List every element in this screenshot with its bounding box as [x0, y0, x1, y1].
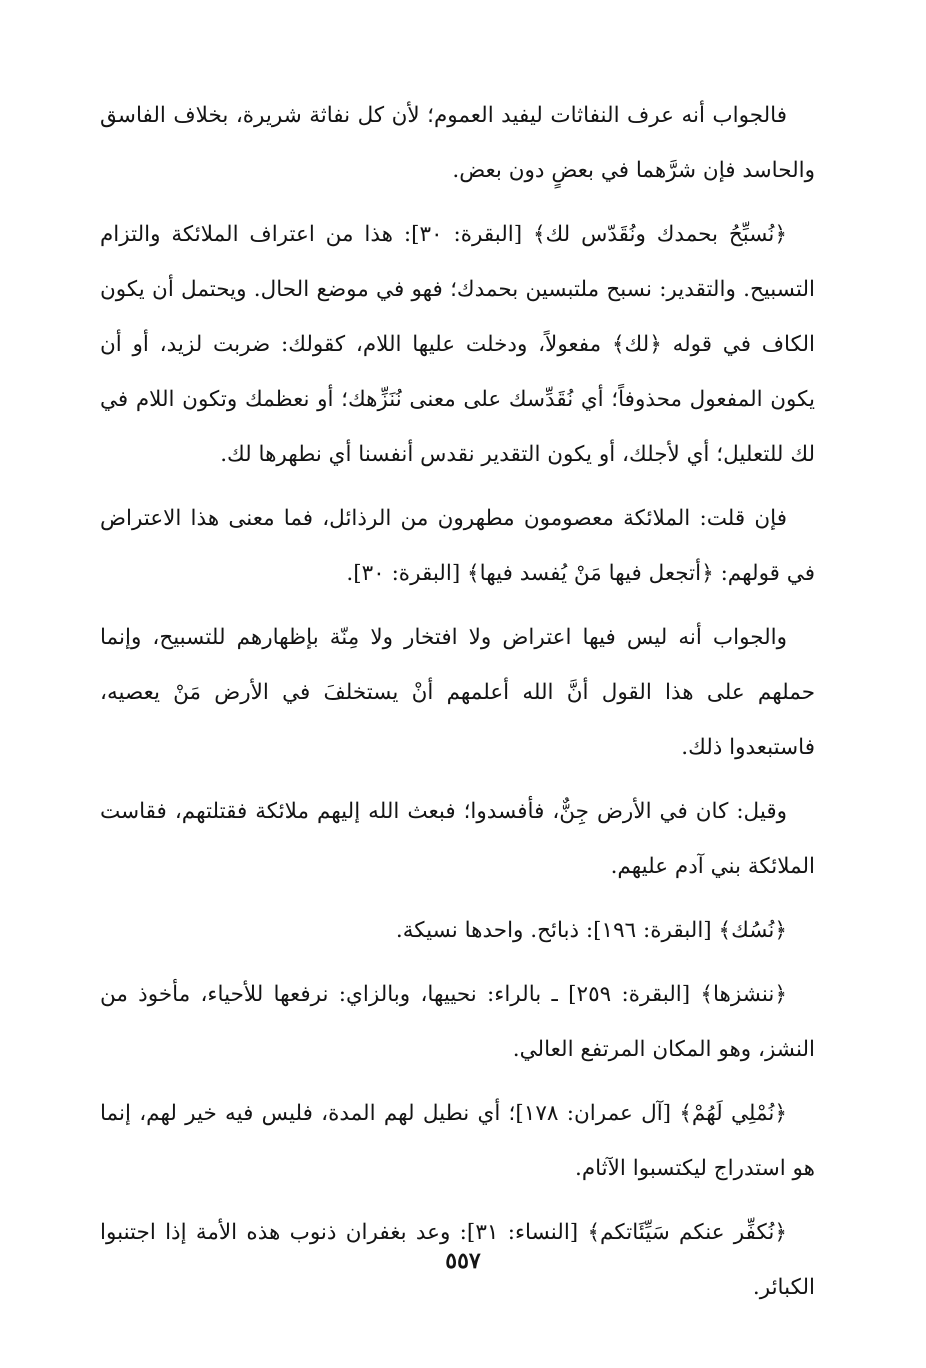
- page-number: ٥٥٧: [445, 1248, 481, 1274]
- paragraph-question-objection: فإن قلت: الملائكة معصومون مطهرون من الرذائل، فما معنى هذا الاعتراض في قولهم: ﴿أتجعل فيها مَنْ يُفسد فيها﴾ [البقرة: ٣٠].: [100, 506, 815, 586]
- paragraph-nusuk: ﴿نُسُك﴾ [البقرة: ١٩٦]: ذبائح. واحدها نسيكة.: [395, 918, 787, 943]
- paragraph-answer-naffathat: فالجواب أنه عرف النفاثات ليفيد العموم؛ لأن كل نفاثة شريرة، بخلاف الفاسق والحاسد فإن شرَّهما في بعضٍ دون بعض.: [100, 103, 815, 183]
- paragraph-numli-lahum: ﴿نُمْلِي لَهُمْ﴾ [آل عمران: ١٧٨]؛ أي نطيل لهم المدة، فليس فيه خير لهم، إنما هو استدراج ليكتسبوا الآثام.: [100, 1101, 815, 1181]
- page-body: [100, 88, 815, 1324]
- paragraph-nusabbihu: ﴿نُسبِّحُ بحمدك ونُقَدّس لك﴾ [البقرة: ٣٠]: هذا من اعتراف الملائكة والتزام التسبيح. والتقدير: نسبح ملتبسين بحمدك؛ فهو في موضع الحال. ويحتمل أن يكون الكاف في قوله ﴿لك﴾ مفعولاً، ودخلت عليها اللام، كقولك: ضربت لزيد، أو أن يكون المفعول محذوفاً؛ أي نُقَدِّسك على معنى نُنَزِّهك؛ أو نعظمك وتكون اللام في لك للتعليل؛ أي لأجلك، أو يكون التقدير نقدس أنفسنا أي نطهرها لك.: [100, 222, 815, 467]
- paragraph-jinn: وقيل: كان في الأرض جِنٌّ، فأفسدوا؛ فبعث الله إليهم ملائكة فقتلتهم، فقاست الملائكة بني آدم عليهم.: [100, 799, 815, 879]
- paragraph-nunshizuha: ﴿ننشزها﴾ [البقرة: ٢٥٩] ـ بالراء: نحييها، وبالزاي: نرفعها للأحياء، مأخوذ من النشز، وهو المكان المرتفع العالي.: [100, 982, 815, 1062]
- paragraph-nukaffir: ﴿نُكفِّر عنكم سَيِّئَاتكم﴾ [النساء: ٣١]: وعد بغفران ذنوب هذه الأمة إذا اجتنبوا الكبائر.: [100, 1220, 815, 1300]
- paragraph-answer-objection: والجواب أنه ليس فيها اعتراض ولا افتخار ولا مِنّة بإظهارهم للتسبيح، وإنما حملهم على هذا القول أنَّ الله أعلمهم أنْ يستخلفَ في الأرض مَنْ يعصيه، فاستبعدوا ذلك.: [100, 625, 815, 760]
